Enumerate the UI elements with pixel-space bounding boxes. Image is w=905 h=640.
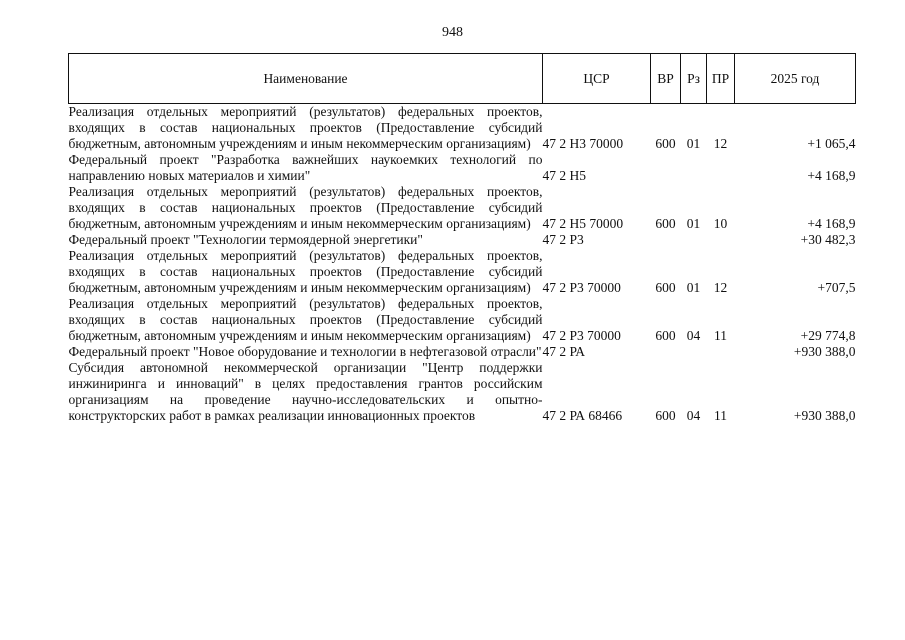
row-pr: 11 xyxy=(714,408,727,423)
row-name: Субсидия автономной некоммерческой организации "Центр поддержки инжиниринга и инноваций" в целях предоставления грантов российским организациям на проведение научно-исследовательских и опытно-конструкторских работ в рамках реализации инновационных проектов xyxy=(68,360,543,423)
row-csr: 47 2 Р3 70000 xyxy=(542,280,621,295)
row-name: Реализация отдельных мероприятий (результатов) федеральных проектов, входящих в состав национальных проектов (Предоставление субсидий бюджетным, автономным учреждениям и иным некоммерческим организациям) xyxy=(68,248,543,295)
header-rz: Рз xyxy=(681,54,707,104)
page-number: 948 xyxy=(442,25,463,40)
row-csr: 47 2 Н5 70000 xyxy=(542,216,624,231)
table-row xyxy=(69,104,856,153)
row-name: Реализация отдельных мероприятий (результатов) федеральных проектов, входящих в состав национальных проектов (Предоставление субсидий бюджетным, автономным учреждениям и иным некоммерческим организациям) xyxy=(68,104,543,151)
row-csr: 47 2 РА 68466 xyxy=(542,408,623,423)
row-name: Реализация отдельных мероприятий (результатов) федеральных проектов, входящих в состав национальных проектов (Предоставление субсидий бюджетным, автономным учреждениям и иным некоммерческим организациям) xyxy=(68,184,543,231)
row-rz: 01 xyxy=(686,216,701,231)
row-rz: 04 xyxy=(686,408,701,423)
table-row xyxy=(69,296,856,344)
row-csr: 47 2 Н5 xyxy=(542,168,586,183)
row-pr xyxy=(707,232,735,248)
header-year: 2025 год xyxy=(735,54,856,104)
row-vr: 600 xyxy=(655,328,676,343)
row-amount: +4 168,9 xyxy=(807,168,856,183)
row-name: Федеральный проект "Разработка важнейших наукоемких технологий по направлению новых материалов и химии" xyxy=(68,152,543,183)
row-rz xyxy=(681,232,707,248)
row-pr: 12 xyxy=(713,136,728,151)
row-rz: 01 xyxy=(686,280,701,295)
budget-table xyxy=(68,53,856,424)
row-amount: +930 388,0 xyxy=(793,344,856,359)
row-name: Федеральный проект "Технологии термоядерной энергетики" xyxy=(68,232,423,247)
row-name: Реализация отдельных мероприятий (результатов) федеральных проектов, входящих в состав национальных проектов (Предоставление субсидий бюджетным, автономным учреждениям и иным некоммерческим организациям) xyxy=(68,296,543,343)
row-vr: 600 xyxy=(655,216,676,231)
row-csr: 47 2 РА xyxy=(542,344,586,359)
row-pr: 10 xyxy=(713,216,728,231)
table-row xyxy=(69,232,856,248)
row-vr: 600 xyxy=(655,408,676,423)
table-row xyxy=(69,152,856,184)
row-amount: +1 065,4 xyxy=(807,136,856,151)
table-row xyxy=(69,248,856,296)
row-amount: +30 482,3 xyxy=(800,232,856,247)
row-amount: +930 388,0 xyxy=(793,408,856,423)
row-vr: 600 xyxy=(655,136,676,151)
row-csr: 47 2 Н3 70000 xyxy=(542,136,624,151)
row-rz: 01 xyxy=(686,136,701,151)
row-pr xyxy=(707,152,735,184)
row-amount: +4 168,9 xyxy=(807,216,856,231)
header-name: Наименование xyxy=(69,54,543,104)
row-amount: +29 774,8 xyxy=(800,328,856,343)
row-vr xyxy=(651,344,681,360)
row-rz xyxy=(681,152,707,184)
row-vr xyxy=(651,232,681,248)
row-pr: 11 xyxy=(714,328,727,343)
table-row xyxy=(69,184,856,232)
table-row xyxy=(69,344,856,360)
table-row xyxy=(69,360,856,424)
row-pr xyxy=(707,344,735,360)
row-rz xyxy=(681,344,707,360)
header-csr: ЦСР xyxy=(543,54,651,104)
row-amount: +707,5 xyxy=(817,280,856,295)
header-pr: ПР xyxy=(707,54,735,104)
header-row xyxy=(69,54,856,104)
row-name: Федеральный проект "Новое оборудование и технологии в нефтегазовой отрасли" xyxy=(68,344,542,359)
row-pr: 12 xyxy=(713,280,728,295)
row-csr: 47 2 Р3 70000 xyxy=(542,328,621,343)
row-csr: 47 2 Р3 xyxy=(542,232,584,247)
header-vr: ВР xyxy=(651,54,681,104)
row-vr: 600 xyxy=(655,280,676,295)
row-vr xyxy=(651,152,681,184)
row-rz: 04 xyxy=(686,328,701,343)
